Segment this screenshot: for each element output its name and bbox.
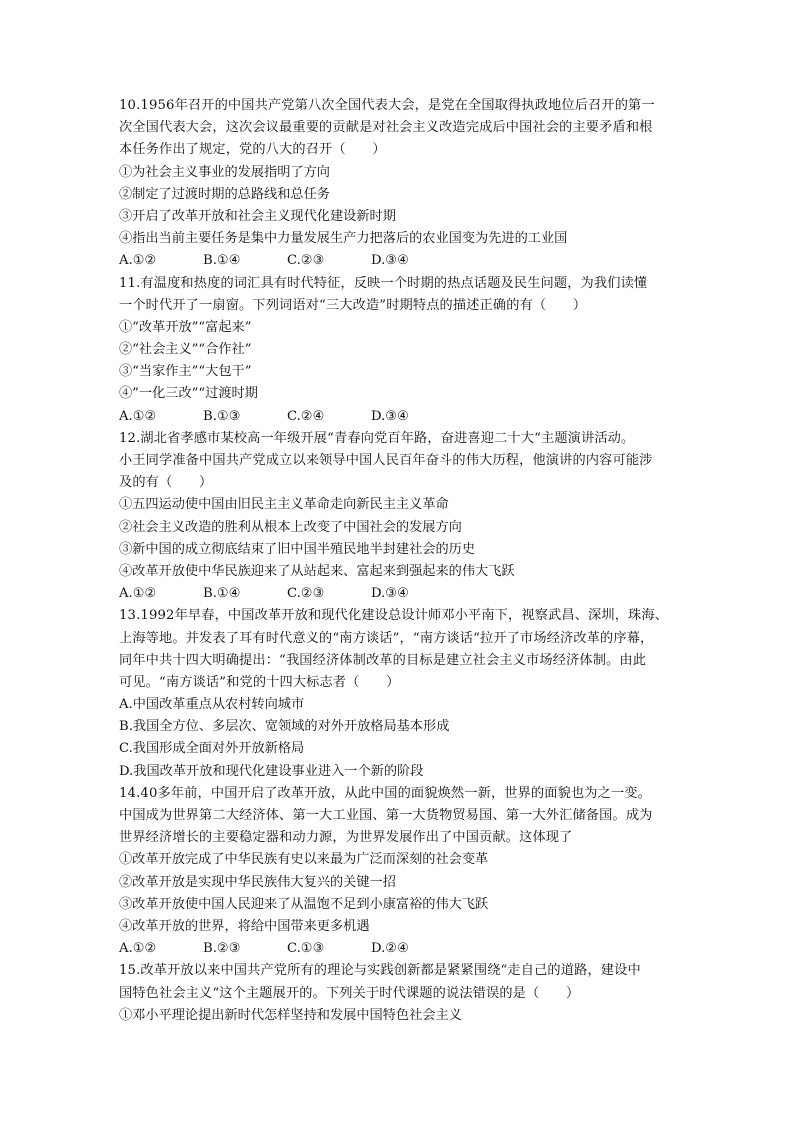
question-stem-line: 12.湖北省孝感市某校高一年级开展“青春向党百年路，奋进喜迎二十大“主题演讲活动。 <box>119 430 635 446</box>
answer-choice[interactable]: A.①② <box>119 586 157 602</box>
answer-choice[interactable]: B.①④ <box>203 586 241 602</box>
answer-choice[interactable]: C.②④ <box>287 408 325 424</box>
answer-choices <box>119 938 679 960</box>
question-block <box>119 605 679 783</box>
question-stem-line: 上海等地。并发表了耳有时代意义的“南方谈话”，“南方谈话“拉开了市场经济改革的序幕， <box>119 630 654 646</box>
answer-choice[interactable]: C.②③ <box>287 586 325 602</box>
question-block <box>119 783 679 961</box>
statement-item: ③新中国的成立彻底结束了旧中国半殖民地半封建社会的历史 <box>119 541 476 557</box>
statement-item: ③开启了改革开放和社会主义现代化建设新时期 <box>119 208 396 224</box>
answer-choice[interactable]: D.③④ <box>371 408 409 424</box>
question-stem-line: 13.1992年早春，中国改革开放和现代化建设总设计师邓小平南下，视察武昌、深圳，珠海、 <box>119 608 669 624</box>
statement-item: A.中国改革重点从农村转向城市 <box>119 697 305 713</box>
statement-item: ④改革开放的世界，将给中国带来更多机遇 <box>119 918 370 934</box>
question-stem-line: 小王同学准备中国共产党成立以来领导中国人民百年奋斗的伟大历程，他演讲的内容可能涉 <box>119 453 653 468</box>
statement-item: ②“社会主义”“合作社” <box>119 342 252 358</box>
question-block <box>119 95 679 273</box>
question-stem-line: 国特色社会主义“这个主题展开的。下列关于时代课题的说法错误的是（ ） <box>119 985 580 1001</box>
statement-item: ①“改革开放”“富起来” <box>119 319 252 335</box>
question-stem-line: 世界经济增长的主要稳定器和动力源，为世界发展作出了中国贡献。这体现了 <box>119 830 573 846</box>
question-stem-line: 本任务作出了规定，党的八大的召开（ ） <box>119 142 386 158</box>
statement-item: ④指出当前主要任务是集中力量发展生产力把落后的农业国变为先进的工业国 <box>119 231 568 247</box>
statement-item: ①改革开放完成了中华民族有史以来最为广泛而深刻的社会变革 <box>119 852 489 868</box>
question-list <box>119 95 679 1027</box>
answer-choices <box>119 583 679 605</box>
statement-item: ①五四运动使中国由旧民主主义革命走向新民主主义革命 <box>119 497 449 513</box>
question-stem-line: 中国成为世界第二大经济体、第一大工业国、第一大货物贸易国、第一大外汇储备国。成为 <box>119 808 653 823</box>
answer-choice[interactable]: B.②③ <box>203 941 241 957</box>
question-stem-line: 一个时代开了一扇窗。下列词语对“三大改造”时期特点的描述正确的有（ ） <box>119 297 587 313</box>
question-block <box>119 960 679 1027</box>
question-stem-line: 14.40多年前，中国开启了改革开放，从此中国的面貌焕然一新，世界的面貌也为之一变。 <box>119 785 651 801</box>
statement-item: D.我国改革开放和现代化建设事业进入一个新的阶段 <box>119 763 424 779</box>
statement-item: B.我国全方位、多层次、宽领域的对外开放格局基本形成 <box>119 719 450 735</box>
question-stem-line: 次全国代表大会，这次会议最重要的贡献是对社会主义改造完成后中国社会的主要矛盾和根 <box>119 120 653 136</box>
statement-item: ②社会主义改造的胜利从根本上改变了中国社会的发展方向 <box>119 519 462 535</box>
answer-choice[interactable]: D.③④ <box>371 253 409 269</box>
statement-item: C.我国形成全面对外开放新格局 <box>119 741 305 757</box>
question-stem-line: 15.改革开放以来中国共产党所有的理论与实践创新都是紧紧围绕“走自己的道路，建设中 <box>119 963 641 979</box>
answer-choice[interactable]: C.②③ <box>287 253 325 269</box>
answer-choice[interactable]: B.①③ <box>203 408 241 424</box>
statement-item: ①为社会主义事业的发展指明了方向 <box>119 164 330 180</box>
question-stem-line: 同年中共十四大明确提出：“我国经济体制改革的目标是建立社会主义市场经济体制。由此 <box>119 652 647 668</box>
answer-choice[interactable]: C.①③ <box>287 941 325 957</box>
question-stem-line: 及的有（ ） <box>119 475 213 491</box>
answer-choices <box>119 406 679 428</box>
question-stem-line: 11.有温度和热度的词汇具有时代特征，反映一个时期的热点话题及民生问题，为我们读懂 <box>119 275 648 291</box>
question-stem-line: 可见。“南方谈话”和党的十四大标志者（ ） <box>119 674 400 690</box>
answer-choice[interactable]: A.①② <box>119 408 157 424</box>
answer-choice[interactable]: D.②④ <box>371 941 409 957</box>
answer-choice[interactable]: A.①② <box>119 941 157 957</box>
question-block <box>119 273 679 428</box>
statement-item: ④改革开放使中华民族迎来了从站起来、富起来到强起来的伟大飞跃 <box>119 563 515 579</box>
answer-choices <box>119 250 679 272</box>
statement-item: ③改革开放使中国人民迎来了从温饱不足到小康富裕的伟大飞跃 <box>119 896 489 912</box>
question-stem-line: 10.1956年召开的中国共产党第八次全国代表大会，是党在全国取得执政地位后召开的第一 <box>119 98 655 113</box>
statement-item: ④”一化三改”“过渡时期 <box>119 386 258 402</box>
statement-item: ②制定了过渡时期的总路线和总任务 <box>119 186 330 202</box>
question-block <box>119 428 679 606</box>
answer-choice[interactable]: A.①② <box>119 253 157 269</box>
answer-choice[interactable]: D.③④ <box>371 586 409 602</box>
answer-choice[interactable]: B.①④ <box>203 253 241 269</box>
statement-item: ①邓小平理论提出新时代怎样坚持和发展中国特色社会主义 <box>119 1007 462 1023</box>
statement-item: ②改革开放是实现中华民族伟大复兴的关键一招 <box>119 874 396 890</box>
statement-item: ③“当家作主”“大包干” <box>119 364 252 380</box>
